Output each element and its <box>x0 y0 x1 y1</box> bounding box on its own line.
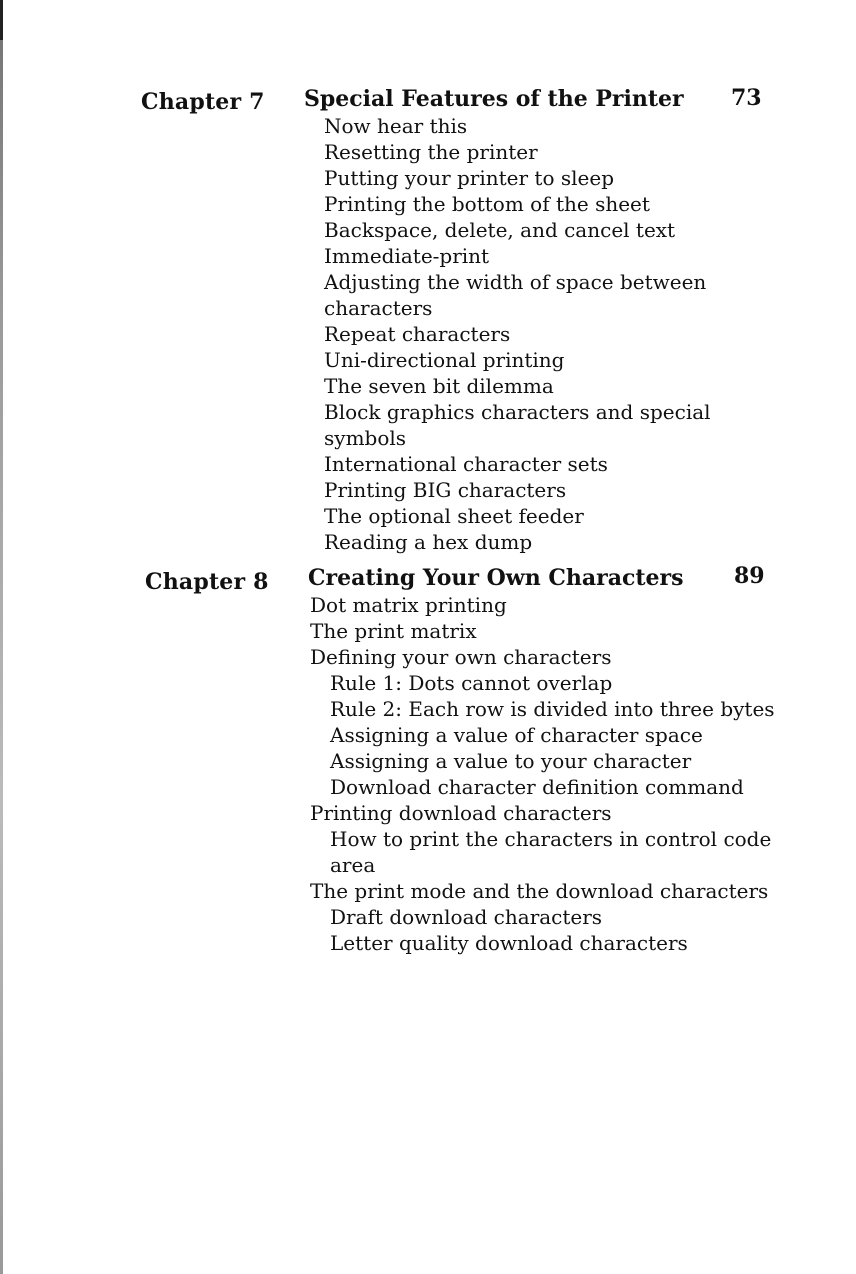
toc-subentry: area <box>330 853 376 877</box>
toc-entry: Now hear this <box>324 114 468 138</box>
toc-subentry: Assigning a value of character space <box>330 723 703 747</box>
toc-subentry: How to print the characters in control code <box>330 827 772 851</box>
chapter-8-page-number: 89 <box>734 563 765 589</box>
toc-subentry: Assigning a value to your character <box>330 749 692 773</box>
toc-entry: Block graphics characters and special <box>324 400 711 424</box>
toc-entry: Dot matrix printing <box>310 593 507 617</box>
toc-entry: characters <box>324 296 433 320</box>
toc-entry: Reading a hex dump <box>324 530 533 554</box>
toc-entry: Backspace, delete, and cancel text <box>324 218 676 242</box>
chapter-7-title: Special Features of the Printer <box>304 86 684 112</box>
chapter-8-title: Creating Your Own Characters <box>308 565 684 591</box>
chapter-7-page-number: 73 <box>731 85 762 111</box>
toc-entry: symbols <box>324 426 407 450</box>
chapter-8-label: Chapter 8 <box>145 569 269 595</box>
toc-subentry: Rule 1: Dots cannot overlap <box>330 671 613 695</box>
chapter-7-label: Chapter 7 <box>141 89 265 115</box>
toc-entry: Immediate-print <box>324 244 490 268</box>
toc-entry: Uni-directional printing <box>324 348 565 372</box>
toc-entry: Printing download characters <box>310 801 612 825</box>
toc-subentry: Draft download characters <box>330 905 603 929</box>
chapter-7-entries <box>324 113 711 555</box>
toc-entry: International character sets <box>324 452 608 476</box>
chapter-8-entries <box>310 592 775 956</box>
toc-entry: Putting your printer to sleep <box>324 166 614 190</box>
toc-subentry: Letter quality download characters <box>330 931 688 955</box>
toc-entry: Defining your own characters <box>310 645 612 669</box>
toc-subentry: Rule 2: Each row is divided into three bytes <box>330 697 775 721</box>
toc-entry: Adjusting the width of space between <box>324 270 707 294</box>
toc-entry: Repeat characters <box>324 322 511 346</box>
scan-edge <box>0 0 3 1274</box>
toc-entry: The seven bit dilemma <box>324 374 554 398</box>
toc-entry: Printing BIG characters <box>324 478 567 502</box>
toc-entry: The print matrix <box>310 619 477 643</box>
toc-entry: The optional sheet feeder <box>324 504 584 528</box>
toc-entry: The print mode and the download characters <box>310 879 769 903</box>
toc-entry: Printing the bottom of the sheet <box>324 192 650 216</box>
toc-entry: Resetting the printer <box>324 140 538 164</box>
toc-subentry: Download character definition command <box>330 775 744 799</box>
